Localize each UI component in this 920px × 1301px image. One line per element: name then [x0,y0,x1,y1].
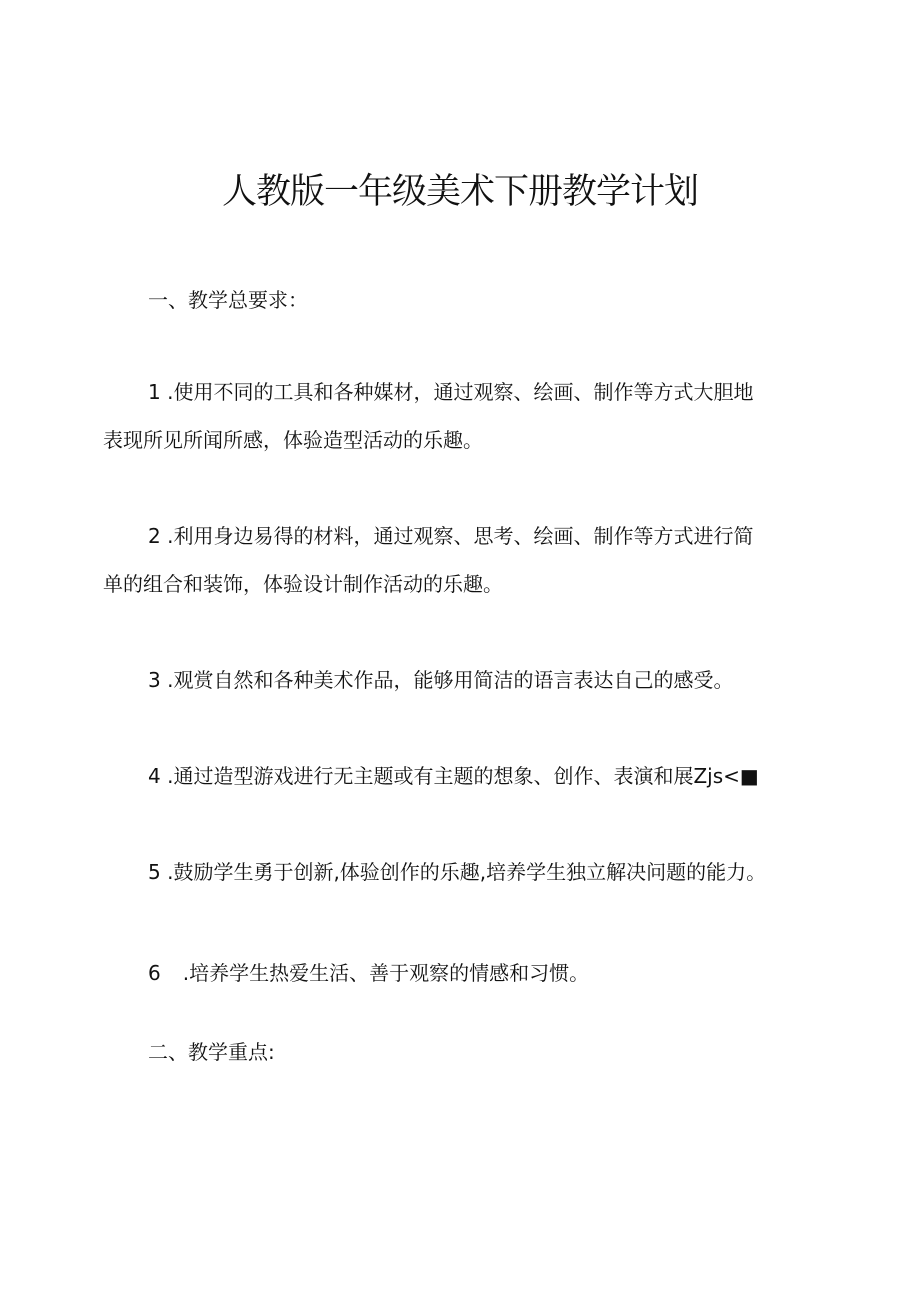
list-item-1-number: 1 [148,380,161,404]
list-item-2-line-2: 单的组合和装饰，体验设计制作活动的乐趣。 [103,572,503,596]
list-item-4-number: 4 [148,764,161,788]
list-item-4-text: .通过造型游戏进行无主题或有主题的想象、创作、表演和展Zjs<■ [160,764,759,788]
section-heading-requirements: 一、教学总要求： [148,288,308,312]
list-item-5 [148,857,766,887]
list-item-2-text: .利用身边易得的材料，通过观察、思考、绘画、制作等方式进行简 [160,524,754,548]
list-item-5-number: 5 [148,860,161,884]
list-item-3-text: .观赏自然和各种美术作品，能够用简洁的语言表达自己的感受。 [160,668,734,692]
list-item-3 [148,665,733,695]
list-item-1-text: .使用不同的工具和各种媒材，通过观察、绘画、制作等方式大胆地 [160,380,754,404]
list-item-6 [148,958,589,988]
list-item-1-line-2: 表现所见所闻所感，体验造型活动的乐趣。 [103,428,483,452]
document-title: 人教版一年级美术下册教学计划 [221,172,698,212]
list-item-2-line-1 [148,521,753,551]
list-item-1-line-1 [148,377,753,407]
list-item-4 [148,761,759,791]
list-item-6-text: .培养学生热爱生活、善于观察的情感和习惯。 [182,961,590,985]
section-heading-key-points: 二、教学重点: [148,1040,275,1064]
list-item-5-text: .鼓励学生勇于创新,体验创作的乐趣,培养学生独立解决问题的能力。 [160,860,767,884]
list-item-3-number: 3 [148,668,161,692]
list-item-6-number: 6 [148,961,161,985]
list-item-2-number: 2 [148,524,161,548]
